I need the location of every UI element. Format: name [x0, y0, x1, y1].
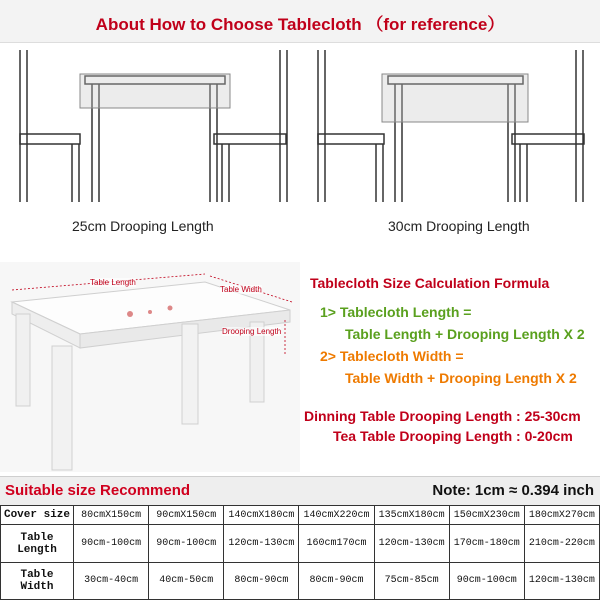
table-cell: 75cm-85cm	[374, 562, 449, 599]
unit-note: Note: 1cm ≈ 0.394 inch	[432, 482, 594, 499]
table-cell: 120cm-130cm	[224, 525, 299, 562]
table-cell: 120cm-130cm	[524, 562, 599, 599]
table-cell: 170cm-180cm	[449, 525, 524, 562]
table-photo	[0, 262, 300, 472]
table-cell: 135cmX180cm	[374, 506, 449, 525]
label-drooping-length: Drooping Length	[222, 327, 282, 336]
diagram-30cm	[300, 42, 600, 242]
table-cell: 140cmX220cm	[299, 506, 374, 525]
table-cell: 30cm-40cm	[74, 562, 149, 599]
table-cell: 120cm-130cm	[374, 525, 449, 562]
table-cell: 90cm-100cm	[74, 525, 149, 562]
page-title: About How to Choose Tablecloth （for reference）	[95, 15, 505, 34]
label-table-width: Table Width	[220, 285, 262, 294]
table-row	[1, 525, 600, 562]
caption-30cm: 30cm Drooping Length	[388, 218, 530, 234]
table-chair-illustration-30cm	[300, 42, 600, 242]
row-header-cover-size: Cover size	[1, 506, 74, 525]
table-cell: 90cm-100cm	[149, 525, 224, 562]
formula-length-expr: Table Length + Drooping Length X 2	[345, 326, 585, 342]
caption-25cm: 25cm Drooping Length	[72, 218, 214, 234]
row-header-table-length: Table Length	[1, 525, 74, 562]
formula-title: Tablecloth Size Calculation Formula	[310, 275, 550, 291]
tea-drooping-note: Tea Table Drooping Length : 0-20cm	[333, 428, 573, 444]
table-row	[1, 506, 600, 525]
size-table	[0, 505, 600, 600]
table-cell: 160cm170cm	[299, 525, 374, 562]
dining-drooping-note: Dinning Table Drooping Length : 25-30cm	[304, 408, 581, 424]
table-cell: 80cm-90cm	[224, 562, 299, 599]
formula-length-label: 1> Tablecloth Length =	[320, 304, 472, 320]
table-cell: 140cmX180cm	[224, 506, 299, 525]
recommend-title: Suitable size Recommend	[5, 482, 191, 499]
table-row	[1, 562, 600, 599]
diagram-25cm	[0, 42, 300, 242]
label-table-length: Table Length	[90, 278, 136, 287]
formula-width-label: 2> Tablecloth Width =	[320, 348, 464, 364]
table-cell: 90cmX150cm	[149, 506, 224, 525]
table-cell: 210cm-220cm	[524, 525, 599, 562]
table-cell: 90cm-100cm	[449, 562, 524, 599]
table-cell: 80cmX150cm	[74, 506, 149, 525]
title-bar	[0, 0, 600, 43]
formula-width-expr: Table Width + Drooping Length X 2	[345, 370, 577, 386]
recommend-bar	[0, 476, 600, 505]
row-header-table-width: Table Width	[1, 562, 74, 599]
table-cell: 80cm-90cm	[299, 562, 374, 599]
table-cell: 180cmX270cm	[524, 506, 599, 525]
table-cell: 150cmX230cm	[449, 506, 524, 525]
table-chair-illustration-25cm	[0, 42, 300, 242]
table-cell: 40cm-50cm	[149, 562, 224, 599]
